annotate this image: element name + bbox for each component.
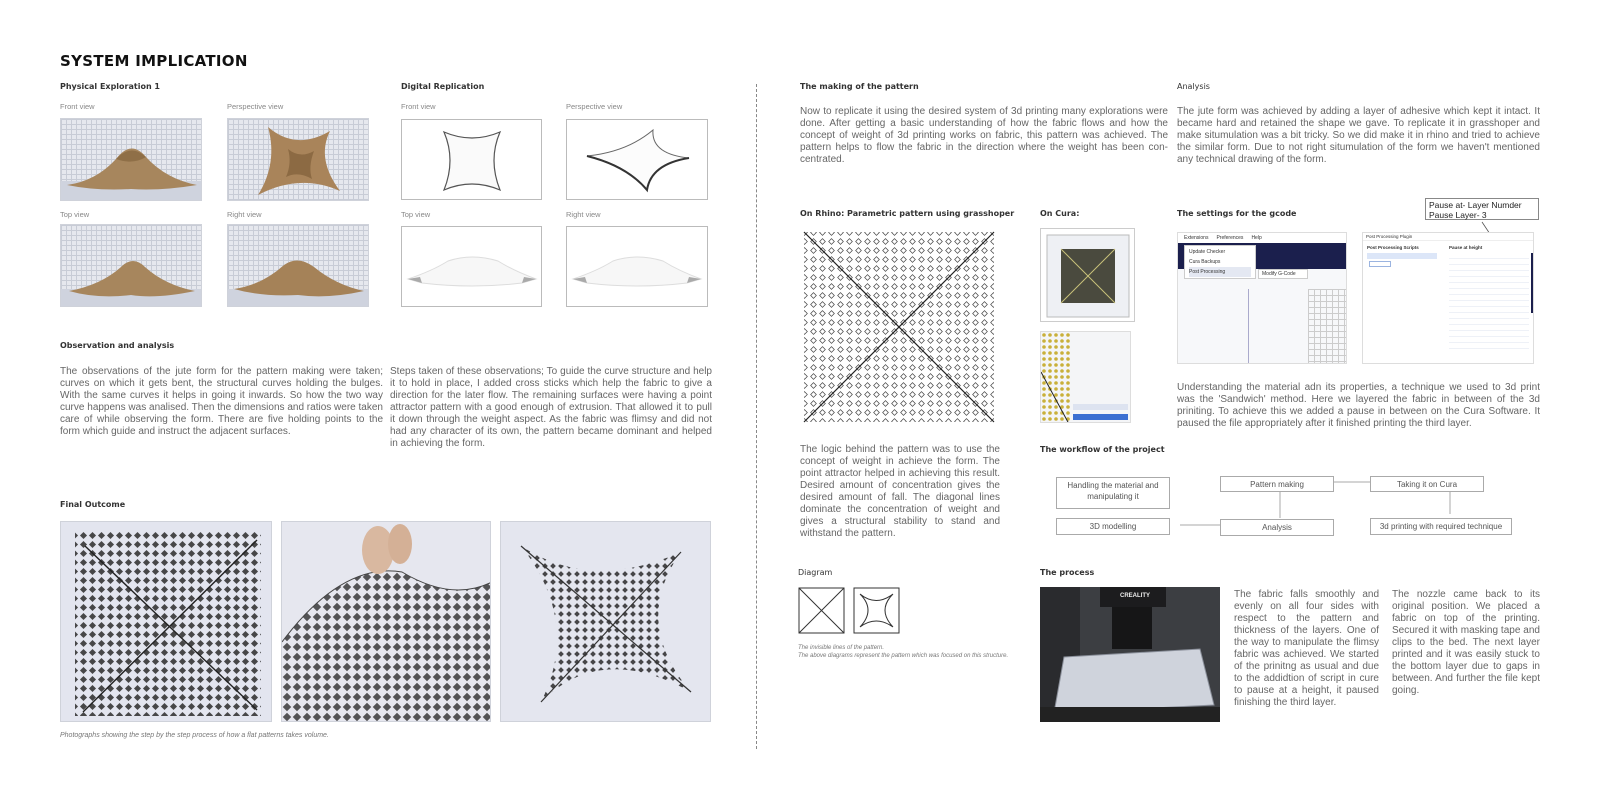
digital-front-form-image bbox=[402, 120, 542, 200]
digital-right-form-image bbox=[567, 227, 708, 307]
menu-item-update-checker[interactable]: Update Checker bbox=[1189, 249, 1226, 255]
menu-tab-extensions[interactable]: Extensions bbox=[1184, 235, 1209, 241]
observation-paragraph-2: Steps taken of these observations; To guide the curve structure and help it to hold in place, I added cross sticks which help the fabric to give a direction for the later flow. The remaining surfaces were having a point attractor pattern with a good enough of extrusion. That allowed it to pull it down through the weight aspect. As the fabric was flimsy and did not had any character of its own, the pattern became dominant and helped in achieving the form. bbox=[390, 366, 712, 449]
diagram-caption-1: The invisible lines of the pattern. bbox=[798, 645, 885, 651]
parametric-pattern-image bbox=[800, 228, 998, 426]
menu-tab-help[interactable]: Help bbox=[1251, 235, 1262, 241]
making-paragraph: Now to replicate it using the desired system of 3d printing many explorations were done. After getting a basic understanding of how the fabric flows and how the concept of weight of 3d printing works on fabric, this pattern was achieved. The pattern helps to flow the fabric in the direction where the weight has been con-centrated. bbox=[800, 106, 1168, 165]
final-outcome-caption: Photographs showing the step by the step process of how a flat patterns takes volume. bbox=[60, 732, 329, 739]
digital-right-view-label: Right view bbox=[566, 210, 601, 219]
cura-sliced-model-image bbox=[1041, 229, 1136, 323]
page-title: SYSTEM IMPLICATION bbox=[60, 52, 248, 70]
physical-top-view-label: Top view bbox=[60, 210, 90, 219]
pause-callout-line-1: Pause at- Layer Numder bbox=[1429, 200, 1522, 210]
rhino-heading: On Rhino: Parametric pattern using grasshoper bbox=[800, 209, 1015, 218]
plugin-pause-title: Pause at height bbox=[1449, 245, 1483, 250]
plugin-add-script-button[interactable] bbox=[1369, 261, 1391, 267]
post-processing-plugin-screenshot bbox=[1362, 232, 1534, 364]
pattern-diagrams bbox=[798, 587, 910, 635]
pause-callout-line-2: Pause Layer- 3 bbox=[1429, 210, 1487, 220]
cura-heading: On Cura: bbox=[1040, 209, 1080, 218]
submenu-modify-gcode[interactable]: Modify G-Code bbox=[1258, 269, 1308, 279]
3d-printer-image bbox=[1040, 587, 1220, 722]
workflow-box-pattern-making: Pattern making bbox=[1220, 476, 1334, 492]
making-heading: The making of the pattern bbox=[800, 82, 919, 91]
digital-top-form-image bbox=[402, 227, 542, 307]
final-outcome-photo-3 bbox=[500, 521, 711, 722]
cura-menu-bar bbox=[1178, 233, 1346, 243]
jute-form-perspective-image bbox=[228, 119, 369, 201]
digital-replication-heading: Digital Replication bbox=[401, 82, 485, 91]
pause-callout-box bbox=[1425, 198, 1539, 220]
analysis-paragraph: The jute form was achieved by adding a layer of adhesive which kept it intact. It became hard and retained the shape we gave. To replicate it in grasshoper and make situmulation was a bit tricky. So we did make it in rhino and tried to achieve the similar form. Due to not right situmulation of the form we haven't mentioned any technical drawing of the form. bbox=[1177, 106, 1540, 165]
fabric-lifted-pattern-image bbox=[282, 522, 491, 722]
cura-layer-preview-image bbox=[1041, 332, 1131, 423]
workflow-box-analysis: Analysis bbox=[1220, 519, 1334, 536]
extensions-dropdown bbox=[1184, 245, 1256, 279]
jute-form-front-image bbox=[61, 119, 202, 201]
diagram-heading: Diagram bbox=[798, 568, 833, 577]
plugin-title: Post Processing Plugin bbox=[1363, 233, 1533, 241]
process-printer-photo bbox=[1040, 587, 1220, 722]
digital-front-view-render bbox=[401, 119, 542, 200]
digital-right-view-render bbox=[566, 226, 708, 307]
final-outcome-photo-1 bbox=[60, 521, 272, 722]
jute-form-right-image bbox=[228, 225, 369, 307]
diagram-caption-2: The above diagrams represent the pattern which was focused on this structure. bbox=[798, 653, 1009, 659]
rhino-paragraph: The logic behind the pattern was to use the concept of weight in achieve the form. The point attractor helped in achieving this result. Desired amount of concentration gives the desired amount of fall. The diagonal lines dominate the concentration of weight and gives a structural stability to stand and withstand the pattern. bbox=[800, 444, 1000, 539]
gcode-paragraph: Understanding the material adn its properties, a technique we used to 3d print was the 'Sandwich' method. Here we layered the fabric in between of the 3d priniting. To achieve this we added a pause in between on the Cura Software. It paused the file appropriately after it finished printing the third layer. bbox=[1177, 382, 1540, 429]
digital-top-view-render bbox=[401, 226, 542, 307]
process-heading: The process bbox=[1040, 568, 1095, 577]
observation-paragraph-1: The observations of the jute form for the pattern making were taken; curves on which it gets bent, the structural curves holding the bulges. With the same curves it helps in going it inwards. So how the two way curve happens was analised. Then the dimensions and ratios were taken care of while observing the form. There are five holding points to the form which guide and instruct the adjacent surfaces. bbox=[60, 366, 383, 437]
page-divider bbox=[756, 84, 757, 749]
plugin-scripts-title: Post Processing Scripts bbox=[1367, 245, 1419, 250]
jute-form-top-image bbox=[61, 225, 202, 307]
cura-layer-view bbox=[1040, 331, 1131, 423]
workflow-heading: The workflow of the project bbox=[1040, 445, 1165, 454]
digital-perspective-view-label: Perspective view bbox=[566, 102, 623, 111]
analysis-heading: Analysis bbox=[1177, 82, 1210, 91]
observation-heading: Observation and analysis bbox=[60, 341, 175, 350]
physical-front-view-label: Front view bbox=[60, 102, 95, 111]
workflow-box-taking-on-cura: Taking it on Cura bbox=[1370, 476, 1484, 492]
menu-item-post-processing[interactable]: Post Processing bbox=[1189, 267, 1251, 277]
physical-perspective-view-photo bbox=[227, 118, 369, 201]
menu-item-cura-backups[interactable]: Cura Backups bbox=[1189, 259, 1221, 265]
plugin-settings-list bbox=[1449, 253, 1529, 353]
plugin-script-row[interactable] bbox=[1367, 253, 1437, 259]
menu-tab-preferences[interactable]: Preferences bbox=[1216, 235, 1244, 241]
process-paragraph-2: The nozzle came back to its original position. We placed a fabric on top of the printing. Secured it with masking tape and clips to the bed. The next layer printed and it was easily stuck to the bottom layer due to gaps in between. And further the file kept going. bbox=[1392, 589, 1540, 696]
volume-star-form-image bbox=[501, 522, 711, 722]
cura-extensions-menu-screenshot bbox=[1177, 232, 1347, 364]
physical-perspective-view-label: Perspective view bbox=[227, 102, 284, 111]
digital-top-view-label: Top view bbox=[401, 210, 431, 219]
physical-right-view-label: Right view bbox=[227, 210, 262, 219]
workflow-box-3d-modelling: 3D modelling bbox=[1056, 518, 1170, 535]
printer-brand-label: CREALITY bbox=[1120, 593, 1150, 599]
workflow-box-handling-material: Handling the material and manipulating it bbox=[1056, 477, 1170, 509]
cura-buildplate-grid bbox=[1308, 289, 1347, 364]
physical-exploration-heading: Physical Exploration 1 bbox=[60, 82, 160, 91]
gcode-heading: The settings for the gcode bbox=[1177, 209, 1297, 218]
digital-perspective-view-render bbox=[566, 119, 708, 200]
physical-right-view-photo bbox=[227, 224, 369, 307]
workflow-box-3d-printing: 3d printing with required technique bbox=[1370, 518, 1512, 535]
physical-top-view-photo bbox=[60, 224, 202, 307]
physical-front-view-photo bbox=[60, 118, 202, 201]
final-outcome-photo-2 bbox=[281, 521, 491, 722]
cura-viewport-line bbox=[1248, 289, 1249, 364]
digital-perspective-form-image bbox=[567, 120, 708, 200]
process-paragraph-1: The fabric falls smoothly and evenly on all four sides with respect to the pattern and thickness of the layers. One of the way to manipulate the flimsy fabric was achieved. We started of the prinitng as usual and due to the addidtion of script in cure to pause at a height, it paused finishing the third layer. bbox=[1234, 589, 1379, 708]
final-outcome-heading: Final Outcome bbox=[60, 500, 126, 509]
digital-front-view-label: Front view bbox=[401, 102, 436, 111]
plugin-scrollbar[interactable] bbox=[1531, 253, 1534, 313]
cura-model-view bbox=[1040, 228, 1135, 322]
rhino-pattern-drawing bbox=[800, 228, 998, 426]
flat-printed-pattern-image bbox=[61, 522, 272, 722]
